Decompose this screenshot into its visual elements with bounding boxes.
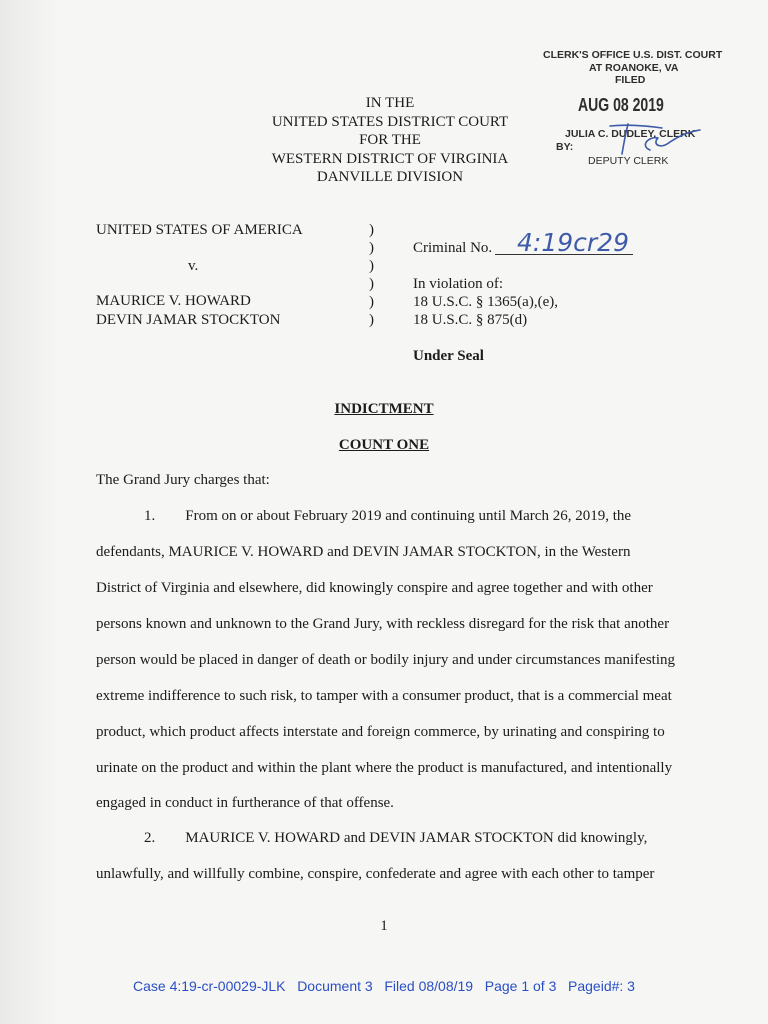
stamp-by: BY: xyxy=(556,141,574,153)
page-number: 1 xyxy=(380,918,388,934)
paragraph-1-line: extreme indifference to such risk, to tamper with a consumer product, that is a commercial meat xyxy=(96,688,672,704)
scan-shadow xyxy=(0,0,60,1024)
court-header-line: FOR THE xyxy=(359,132,421,148)
paragraph-1-line: person would be placed in danger of death or bodily injury and under circumstances manifesting xyxy=(96,652,675,668)
caption-plaintiff: UNITED STATES OF AMERICA xyxy=(96,222,303,238)
paragraph-1-line: engaged in conduct in furtherance of that offense. xyxy=(96,795,394,811)
case-footer: Case 4:19-cr-00029-JLK Document 3 Filed 08/08/19 Page 1 of 3 Pageid#: 3 xyxy=(133,978,635,994)
count-heading: COUNT ONE xyxy=(338,437,430,453)
court-header-line: WESTERN DISTRICT OF VIRGINIA xyxy=(271,150,509,167)
stamp-location: AT ROANOKE, VA xyxy=(589,62,679,74)
caption-paren: ) xyxy=(369,294,374,310)
deputy-signature-icon xyxy=(600,120,720,160)
criminal-number-handwritten xyxy=(515,226,635,258)
stamp-filed: FILED xyxy=(615,74,646,86)
statute-1: 18 U.S.C. § 1365(a),(e), xyxy=(413,294,558,310)
stamp-office: CLERK'S OFFICE U.S. DIST. COURT xyxy=(543,49,723,61)
paragraph-1-line: defendants, MAURICE V. HOWARD and DEVIN JAMAR STOCKTON, in the Western xyxy=(96,544,631,560)
paragraph-1-line: persons known and unknown to the Grand Jury, with reckless disregard for the risk that another xyxy=(96,616,670,632)
paragraph-2-line: 2. MAURICE V. HOWARD and DEVIN JAMAR STOCKTON did knowingly, xyxy=(144,830,648,846)
caption-paren: ) xyxy=(369,276,374,292)
under-seal-label: Under Seal xyxy=(413,348,484,364)
caption-versus: v. xyxy=(188,258,199,274)
court-header-line: DANVILLE DIVISION xyxy=(316,169,464,185)
paragraph-1-line: urinate on the product and within the plant where the product is manufactured, and intentionally xyxy=(96,760,673,776)
court-header xyxy=(240,94,540,187)
court-header-line: IN THE xyxy=(365,95,415,111)
paragraph-1-line: product, which product affects interstate and foreign commerce, by urinating and conspiring to xyxy=(96,724,665,740)
stamp-clerk: JULIA C. DUDLEY, CLERK xyxy=(565,128,696,140)
intro-line: The Grand Jury charges that: xyxy=(96,472,270,488)
criminal-number-value: 4:19cr29 xyxy=(517,228,629,257)
caption-paren: ) xyxy=(369,240,374,256)
caption-paren: ) xyxy=(369,312,374,328)
caption-paren: ) xyxy=(369,222,374,238)
stamp-date: AUG 08 2019 xyxy=(578,95,664,115)
caption-defendant-1: MAURICE V. HOWARD xyxy=(96,293,251,309)
violation-label: In violation of: xyxy=(413,276,503,292)
paragraph-1-line: District of Virginia and elsewhere, did knowingly conspire and agree together and with other xyxy=(96,580,653,596)
caption-defendant-2: DEVIN JAMAR STOCKTON xyxy=(96,312,281,328)
criminal-number-label: Criminal No. xyxy=(413,240,493,256)
caption-paren: ) xyxy=(369,258,374,274)
statute-2: 18 U.S.C. § 875(d) xyxy=(413,312,528,328)
paragraph-2-line: unlawfully, and willfully combine, conspire, confederate and agree with each other to tamper xyxy=(96,866,655,882)
stamp-deputy: DEPUTY CLERK xyxy=(588,155,669,167)
indictment-heading: INDICTMENT xyxy=(334,401,434,417)
court-header-line: UNITED STATES DISTRICT COURT xyxy=(271,113,509,130)
paragraph-1-line: 1. From on or about February 2019 and continuing until March 26, 2019, the xyxy=(144,508,632,524)
